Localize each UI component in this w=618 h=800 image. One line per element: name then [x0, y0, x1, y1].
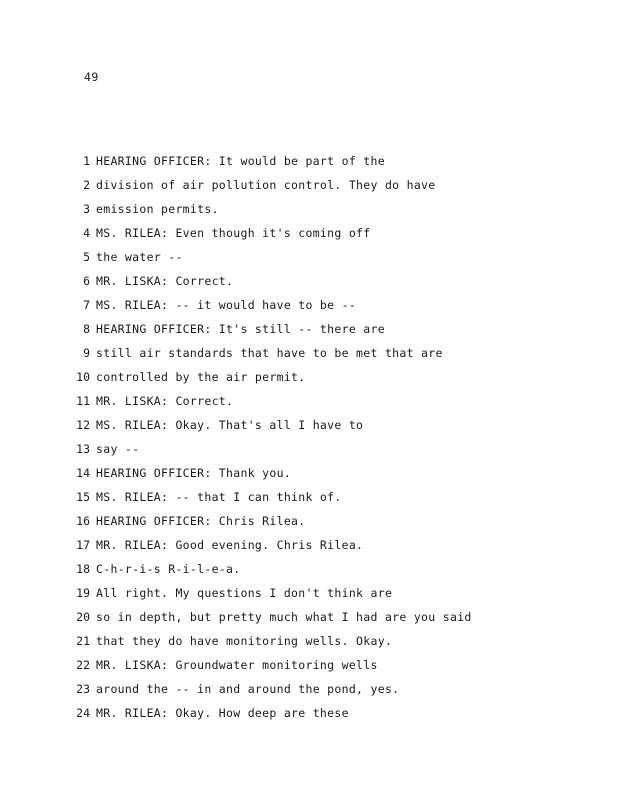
line-number: 2 — [83, 178, 90, 192]
line-text: C-h-r-i-s R-i-l-e-a. — [96, 562, 241, 576]
line-number: 12 — [76, 418, 90, 432]
line-text: controlled by the air permit. — [96, 370, 306, 384]
line-text: so in depth, but pretty much what I had are you said — [96, 610, 472, 624]
transcript-line — [0, 272, 618, 296]
line-number: 10 — [76, 370, 90, 384]
line-text: emission permits. — [96, 202, 219, 216]
line-number: 8 — [83, 322, 90, 336]
transcript-line — [0, 416, 618, 440]
transcript-line — [0, 704, 618, 728]
line-number: 1 — [83, 154, 90, 168]
transcript-line — [0, 488, 618, 512]
line-text: All right. My questions I don't think are — [96, 586, 393, 600]
line-number: 23 — [76, 682, 90, 696]
line-text: MR. LISKA: Correct. — [96, 274, 234, 288]
line-text: MS. RILEA: -- that I can think of. — [96, 490, 342, 504]
line-number: 4 — [83, 226, 90, 240]
transcript-line — [0, 224, 618, 248]
line-text: the water -- — [96, 250, 183, 264]
line-text: that they do have monitoring wells. Okay. — [96, 634, 393, 648]
line-number: 17 — [76, 538, 90, 552]
transcript-line — [0, 512, 618, 536]
transcript-line — [0, 176, 618, 200]
transcript-line — [0, 368, 618, 392]
line-number: 13 — [76, 442, 90, 456]
line-text: MS. RILEA: -- it would have to be -- — [96, 298, 357, 312]
transcript-line — [0, 680, 618, 704]
transcript-line — [0, 440, 618, 464]
line-text: MS. RILEA: Even though it's coming off — [96, 226, 371, 240]
transcript-line — [0, 392, 618, 416]
transcript-line — [0, 464, 618, 488]
line-number: 6 — [83, 274, 90, 288]
line-number: 21 — [76, 634, 90, 648]
line-number: 24 — [76, 706, 90, 720]
line-text: MR. LISKA: Correct. — [96, 394, 234, 408]
transcript-line — [0, 200, 618, 224]
line-text: division of air pollution control. They do have — [96, 178, 436, 192]
transcript-body — [0, 152, 618, 728]
line-number: 18 — [76, 562, 90, 576]
line-text: MS. RILEA: Okay. That's all I have to — [96, 418, 364, 432]
transcript-line — [0, 560, 618, 584]
transcript-line — [0, 536, 618, 560]
line-text: MR. RILEA: Okay. How deep are these — [96, 706, 349, 720]
line-text: HEARING OFFICER: It's still -- there are — [96, 322, 385, 336]
line-number: 22 — [76, 658, 90, 672]
line-text: around the -- in and around the pond, yes. — [96, 682, 400, 696]
line-text: MR. LISKA: Groundwater monitoring wells — [96, 658, 378, 672]
line-number: 11 — [76, 394, 90, 408]
line-text: HEARING OFFICER: Chris Rilea. — [96, 514, 306, 528]
transcript-line — [0, 320, 618, 344]
line-number: 9 — [83, 346, 90, 360]
line-text: MR. RILEA: Good evening. Chris Rilea. — [96, 538, 364, 552]
line-number: 5 — [83, 250, 90, 264]
line-number: 3 — [83, 202, 90, 216]
transcript-line — [0, 152, 618, 176]
line-text: HEARING OFFICER: Thank you. — [96, 466, 292, 480]
transcript-line — [0, 584, 618, 608]
transcript-line — [0, 344, 618, 368]
line-number: 19 — [76, 586, 90, 600]
line-number: 20 — [76, 610, 90, 624]
transcript-line — [0, 632, 618, 656]
line-text: say -- — [96, 442, 140, 456]
transcript-line — [0, 296, 618, 320]
line-number: 14 — [76, 466, 90, 480]
page-number: 49 — [84, 70, 99, 84]
line-number: 16 — [76, 514, 90, 528]
line-text: HEARING OFFICER: It would be part of the — [96, 154, 385, 168]
transcript-line — [0, 608, 618, 632]
line-number: 7 — [83, 298, 90, 312]
transcript-line — [0, 248, 618, 272]
line-text: still air standards that have to be met that are — [96, 346, 443, 360]
transcript-line — [0, 656, 618, 680]
line-number: 15 — [76, 490, 90, 504]
